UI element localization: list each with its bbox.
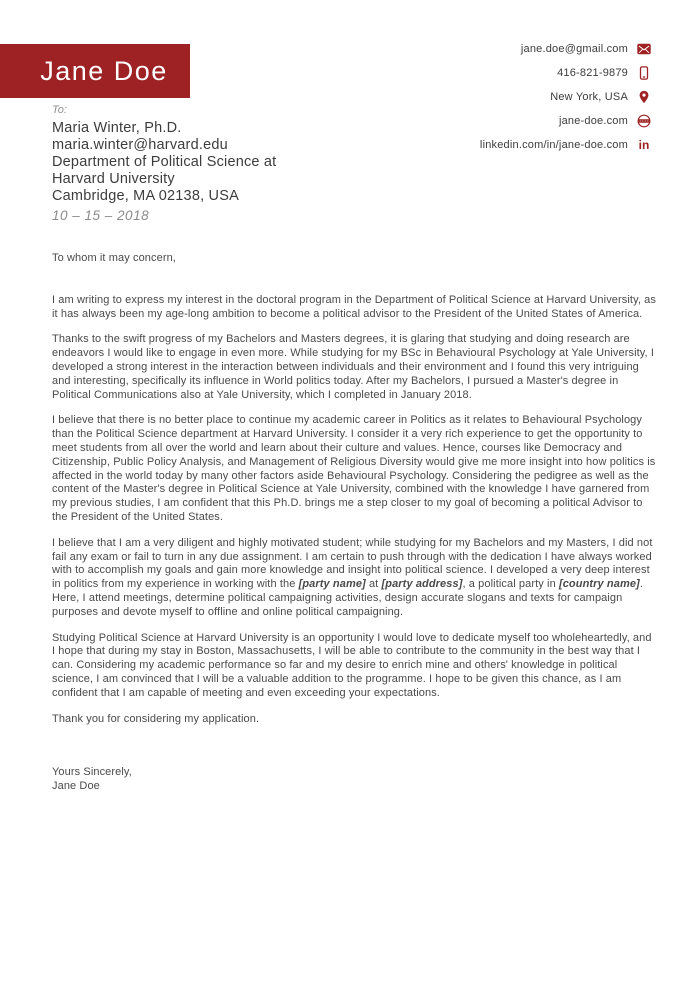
phone-text: 416-821-9879 (557, 67, 628, 79)
recipient-line: Harvard University (52, 171, 175, 187)
website-text: jane-doe.com (558, 115, 628, 127)
email-icon (637, 42, 651, 56)
recipient-block (52, 104, 276, 223)
salutation: To whom it may concern, (52, 252, 176, 264)
location-text: New York, USA (550, 91, 628, 103)
contact-row-linkedin (480, 136, 651, 154)
letter-paragraph: I believe that I am a very diligent and highly motivated student; while studying for my Bachelors and my Masters, I did not fail any exam or fail to turn in any due assignment. I am certain to push through with the dedication I have always worked with to accomplish my goals and gain more knowledge and insight into political science. I developed a very deep interest in politics from my experience in working with the [party name] at [party address], a political party in [country name]. Here, I attend meetings, determine political campaigning activities, design accurate slogans and texts for campaign purposes and devote myself to offline and online political campaigning. (52, 536, 653, 618)
header-name-banner (0, 44, 190, 98)
letter-paragraph: Studying Political Science at Harvard University is an opportunity I would love to dedicate myself too wholeheartedly, and I hope that during my stay in Boston, Massachusetts, I will be able to contribute to the community in the best way that I can. Considering my academic performance so far and my desire to enrich mine and others' knowledge in political science, I am convinced that I will be a valuable addition to the programme. I hope to be given this chance, as I am confident that I am capable of meeting and even exceeding your expectations. (52, 631, 652, 699)
phone-icon (637, 66, 651, 80)
letter-date: 10 – 15 – 2018 (52, 208, 150, 223)
contact-info-block (480, 40, 651, 154)
contact-row-location (550, 88, 651, 106)
letter-body (52, 252, 656, 794)
letter-paragraph: I believe that there is no better place to continue my academic career in Politics as it relates to Behavioural Psychology than the Political Science department at Harvard University. I consider it a very rich experience to get the opportunity to meet students from all over the world and learn about their culture and values. Hence, courses like Democracy and Citizenship, Public Policy Analysis, and Management of Religious Diversity would give me more insight into how politics is affected in the world today by many other factors aside Behavioural Psychology. Considering the pedigree as well as the content of the Master's degree in Political Science at Yale University, combined with the knowledge I have garnered from my previous studies, I am confident that this Ph.D. brings me a step closer to my goal of becoming a political Advisor to the President of the United States. (52, 414, 656, 523)
website-icon (637, 114, 651, 128)
recipient-line: Cambridge, MA 02138, USA (52, 188, 239, 204)
contact-row-website (559, 112, 651, 130)
closing-thanks: Thank you for considering my application. (52, 712, 260, 725)
letter-paragraphs (52, 294, 656, 701)
linkedin-text: linkedin.com/in/jane-doe.com (479, 139, 628, 151)
recipient-line: Maria Winter, Ph.D. (52, 120, 182, 136)
email-text: jane.doe@gmail.com (520, 43, 628, 55)
contact-row-phone (557, 64, 651, 82)
applicant-name: Jane Doe (40, 55, 168, 86)
recipient-line: maria.winter@harvard.edu (52, 137, 228, 153)
signoff: Yours Sincerely, (52, 766, 132, 779)
location-icon (637, 90, 651, 104)
recipient-lines (52, 120, 276, 205)
letter-paragraph: Thanks to the swift progress of my Bachelors and Masters degrees, it is glaring that studying and doing research are endeavors I would like to engage in even more. While studying for my BSc in Behavioural Psychology at Yale University, I developed a strong interest in the interaction between individuals and their environment and I found this very intriguing and interesting, specifically its influence in World politics today. After my Bachelors, I pursued a Master's degree in Political Communications also at Yale University, which I completed in January 2018. (52, 333, 655, 401)
linkedin-icon: in (638, 138, 650, 152)
recipient-line: Department of Political Science at (52, 154, 277, 170)
contact-row-email (521, 40, 651, 58)
to-label: To: (52, 104, 67, 116)
letter-paragraph: I am writing to express my interest in the doctoral program in the Department of Political Science at Harvard University, as it has always been my age-long ambition to become a political advisor to the President of the United States of America. (52, 293, 656, 320)
signature-name: Jane Doe (52, 780, 100, 793)
